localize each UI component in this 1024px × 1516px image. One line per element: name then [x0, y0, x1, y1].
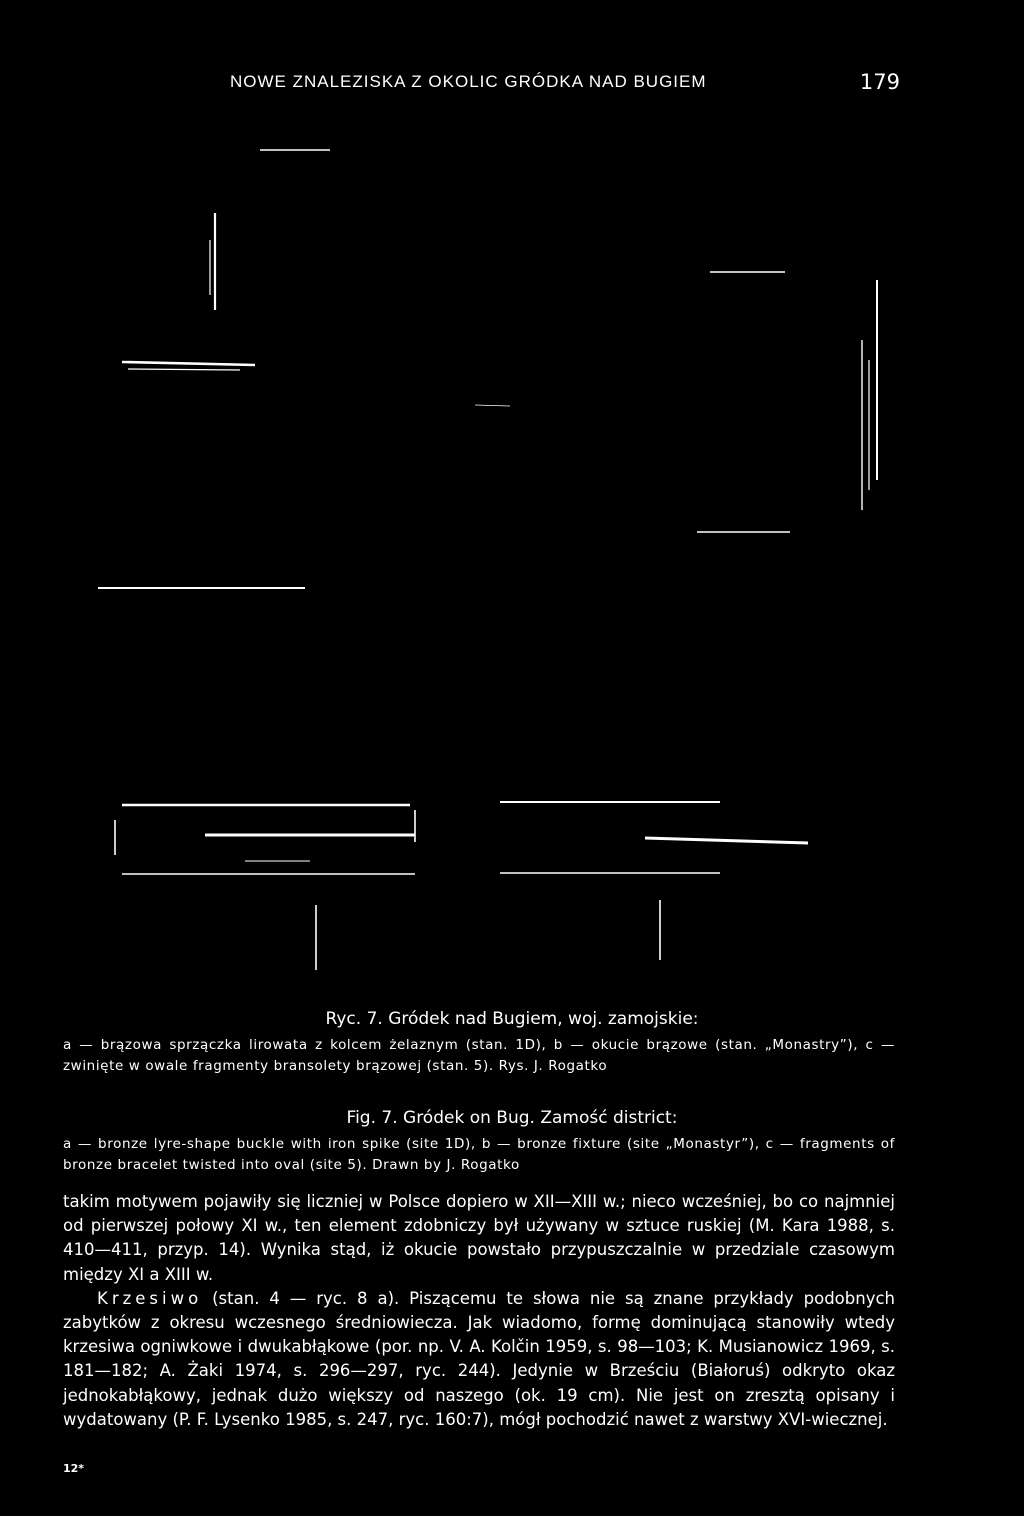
- caption-en-title: Fig. 7. Gródek on Bug. Zamość district:: [346, 1108, 678, 1128]
- caption-en-body: a — bronze lyre-shape buckle with iron spike (site 1D), b — bronze fixture (site „Monastyr”), c — fragments of bronze bracelet twisted into oval (site 5). Drawn by J. Rogatko: [63, 1136, 895, 1173]
- body-text: [63, 1190, 895, 1432]
- caption-pl-body: a — brązowa sprzączka lirowata z kolcem żelaznym (stan. 1D), b — okucie brązowe (stan. „Monastry”), c — zwinięte w owale fragmenty bransolety brązowej (stan. 5). Rys. J. Rogatko: [63, 1037, 895, 1074]
- artifact-b-drawing: [697, 272, 877, 532]
- page-number: 179: [859, 70, 900, 94]
- artifact-c-drawing: [115, 802, 808, 970]
- paragraph-2-lead: Krzesiwo: [97, 1288, 203, 1308]
- artifact-figure: [80, 130, 930, 990]
- paragraph-2-text: (stan. 4 — ryc. 8 a). Piszącemu te słowa nie są znane przykłady podobnych zabytków z okresu wczesnego średniowiecza. Jak wiadomo, formę dominującą stanowiły wtedy krzesiwa ogniwkowe i dwukabłąkowe (por. np. V. A. Kolčin 1959, s. 98—103; K. Musianowicz 1969, s. 181—182; A. Żaki 1974, s. 296—297, ryc. 244). Jedynie w Brześciu (Białoruś) odkryto okaz jednokabłąkowy, jednak dużo większy od naszego (ok. 19 cm). Nie jest on zresztą opisany i wydatowany (P. F. Lysenko 1985, s. 247, ryc. 160:7), mógł pochodzić nawet z warstwy XVI-wiecznej.: [63, 1288, 895, 1429]
- paragraph-1: takim motywem pojawiły się liczniej w Polsce dopiero w XII—XIII w.; nieco wcześniej, bo co najmniej od pierwszej połowy XI w., ten element zdobniczy był używany w sztuce ruskiej (M. Kara 1988, s. 410—411, przyp. 14). Wynika stąd, iż okucie powstało przypuszczalnie w przedziale czasowym między XI a XIII w.: [63, 1192, 895, 1284]
- running-header: [230, 70, 900, 102]
- artifact-a-drawing: [98, 150, 510, 588]
- paragraph-2: [63, 1287, 895, 1432]
- running-title: NOWE ZNALEZISKA Z OKOLIC GRÓDKA NAD BUGIEM: [230, 72, 707, 91]
- signature-mark: 12*: [63, 1462, 85, 1475]
- caption-pl-title: Ryc. 7. Gródek nad Bugiem, woj. zamojskie:: [325, 1009, 699, 1029]
- artifact-drawings: [80, 130, 930, 990]
